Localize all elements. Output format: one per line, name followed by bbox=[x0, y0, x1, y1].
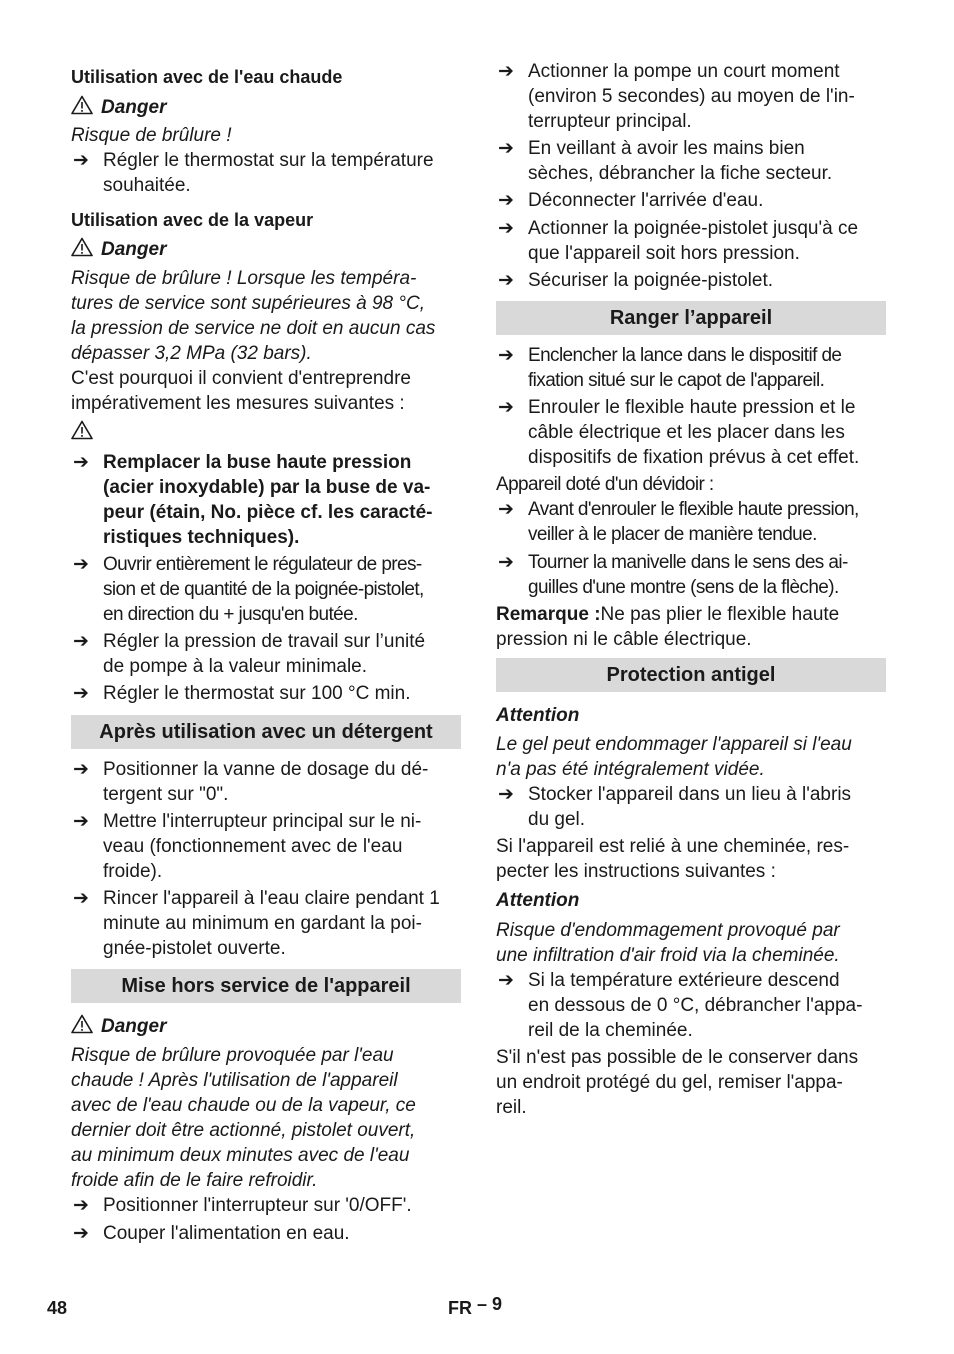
list-item: ➔ Mettre l'interrupteur principal sur le ni- veau (fonctionnement avec de l'eau froide). bbox=[73, 811, 422, 882]
list-item: ➔ Actionner la poignée-pistolet jusqu'à ce que l'appareil soit hors pression. bbox=[498, 218, 859, 264]
danger-text: Risque de brûlure provoquée par l'eau chaude ! Après l'utilisation de l'appareil avec de l'eau chaude ou de la vapeur, ce dernier doit être actionné, pistolet ouvert, au minimum deux minutes avec de l'eau froide afin de le faire refroidir. bbox=[71, 1045, 416, 1191]
list-item: ➔ Remplacer la buse haute pression (acier inoxydable) par la buse de va- peur (étain, No. pièce cf. les caracté- ristiques techniques). bbox=[73, 452, 433, 548]
list-item: ➔ Ouvrir entièrement le régulateur de pres- sion et de quantité de la poignée-pistolet, en direction du + jusqu'en butée. bbox=[73, 554, 424, 625]
arrow-right-icon: ➔ bbox=[498, 190, 514, 211]
warning-triangle-icon bbox=[71, 237, 93, 257]
arrow-right-icon: ➔ bbox=[73, 1195, 89, 1216]
danger-label: Danger bbox=[71, 1014, 461, 1039]
arrow-right-icon: ➔ bbox=[498, 784, 514, 805]
danger-text: Risque de brûlure ! Lorsque les tempéra- tures de service sont supérieures à 98 °C, la pression de service ne doit en aucun cas dépasser 3,2 MPa (32 bars). bbox=[71, 268, 436, 364]
list-item: ➔ Positionner la vanne de dosage du dé- tergent sur "0". bbox=[73, 759, 429, 805]
danger-label: Danger bbox=[71, 95, 461, 120]
list-item: ➔ Régler le thermostat sur 100 °C min. bbox=[73, 683, 411, 704]
arrow-right-icon: ➔ bbox=[73, 554, 89, 575]
arrow-right-icon: ➔ bbox=[498, 61, 514, 82]
arrow-right-icon: ➔ bbox=[498, 345, 514, 366]
arrow-right-icon: ➔ bbox=[498, 552, 514, 573]
section-heading-detergent: Après utilisation avec un détergent bbox=[71, 715, 461, 749]
list-item: ➔ Régler la pression de travail sur l’unité de pompe à la valeur minimale. bbox=[73, 631, 426, 677]
footer-lang: FR – 9 bbox=[448, 1294, 503, 1318]
list-item: ➔ Positionner l'interrupteur sur '0/OFF'. bbox=[73, 1195, 412, 1216]
list-item: ➔ Stocker l'appareil dans un lieu à l'abris du gel. bbox=[498, 784, 852, 830]
arrow-right-icon: ➔ bbox=[73, 683, 89, 704]
hot-water-heading: Utilisation avec de l'eau chaude bbox=[71, 67, 343, 87]
arrow-right-icon: ➔ bbox=[73, 811, 89, 832]
list-item: ➔ Tourner la manivelle dans le sens des ai- guilles d'une montre (sens de la flèche). bbox=[498, 552, 848, 598]
page-number: 48 bbox=[47, 1298, 68, 1318]
list-item: ➔ Si la température extérieure descend en dessous de 0 °C, débrancher l'appa- reil de la cheminée. bbox=[498, 970, 863, 1041]
warning-triangle-icon bbox=[71, 420, 93, 440]
paragraph: C'est pourquoi il convient d'entreprendre impérativement les mesures suivantes : bbox=[71, 368, 411, 414]
arrow-right-icon: ➔ bbox=[73, 1223, 89, 1244]
attention-label: Attention bbox=[496, 890, 580, 911]
warning-triangle-icon bbox=[71, 1014, 93, 1034]
list-item: ➔ Couper l'alimentation en eau. bbox=[73, 1223, 350, 1244]
arrow-right-icon: ➔ bbox=[73, 631, 89, 652]
danger-text: Risque de brûlure ! bbox=[71, 125, 232, 146]
warning-triangle-icon bbox=[71, 95, 93, 115]
list-item: ➔ Rincer l'appareil à l'eau claire pendant 1 minute au minimum en gardant la poi- gnée-pistolet ouverte. bbox=[73, 888, 440, 959]
arrow-right-icon: ➔ bbox=[498, 970, 514, 991]
section-heading-shutdown: Mise hors service de l'appareil bbox=[71, 969, 461, 1003]
list-item: ➔ Avant d'enrouler le flexible haute pression, veiller à le placer de manière tendue. bbox=[498, 499, 859, 545]
attention-text: Risque d'endommagement provoqué par une infiltration d'air froid via la cheminée. bbox=[496, 920, 840, 966]
warning-symbol bbox=[71, 420, 461, 445]
steam-heading: Utilisation avec de la vapeur bbox=[71, 210, 314, 230]
arrow-right-icon: ➔ bbox=[498, 218, 514, 239]
arrow-right-icon: ➔ bbox=[498, 397, 514, 418]
arrow-right-icon: ➔ bbox=[498, 138, 514, 159]
attention-label: Attention bbox=[496, 705, 580, 726]
list-item: ➔ Enclencher la lance dans le dispositif de fixation situé sur le capot de l'appareil. bbox=[498, 345, 842, 391]
list-item: ➔ Enrouler le flexible haute pression et le câble électrique et les placer dans les dispositifs de fixation prévus à cet effet. bbox=[498, 397, 860, 468]
paragraph: Appareil doté d'un dévidoir : bbox=[496, 474, 714, 495]
arrow-right-icon: ➔ bbox=[73, 759, 89, 780]
list-item: ➔ En veillant à avoir les mains bien sèches, débrancher la fiche secteur. bbox=[498, 138, 833, 184]
section-heading-frost: Protection antigel bbox=[496, 658, 886, 692]
list-item: ➔ Actionner la pompe un court moment (environ 5 secondes) au moyen de l'in- terrupteur principal. bbox=[498, 61, 855, 132]
attention-text: Le gel peut endommager l'appareil si l'eau n'a pas été intégralement vidée. bbox=[496, 734, 852, 780]
arrow-right-icon: ➔ bbox=[73, 452, 89, 473]
arrow-right-icon: ➔ bbox=[73, 888, 89, 909]
arrow-right-icon: ➔ bbox=[498, 499, 514, 520]
danger-label: Danger bbox=[71, 237, 461, 262]
list-item: ➔ Régler le thermostat sur la température souhaitée. bbox=[73, 150, 434, 196]
list-item: ➔ Déconnecter l'arrivée d'eau. bbox=[498, 190, 764, 211]
paragraph: S'il n'est pas possible de le conserver dans un endroit protégé du gel, remiser l'appa- reil. bbox=[496, 1047, 859, 1118]
paragraph: Si l'appareil est relié à une cheminée, res- pecter les instructions suivantes : bbox=[496, 836, 850, 882]
section-heading-store: Ranger l’appareil bbox=[496, 301, 886, 335]
remark: Remarque :Ne pas plier le flexible haute pression ni le câble électrique. bbox=[496, 604, 840, 650]
list-item: ➔ Sécuriser la poignée-pistolet. bbox=[498, 270, 774, 291]
arrow-right-icon: ➔ bbox=[498, 270, 514, 291]
arrow-right-icon: ➔ bbox=[73, 150, 89, 171]
